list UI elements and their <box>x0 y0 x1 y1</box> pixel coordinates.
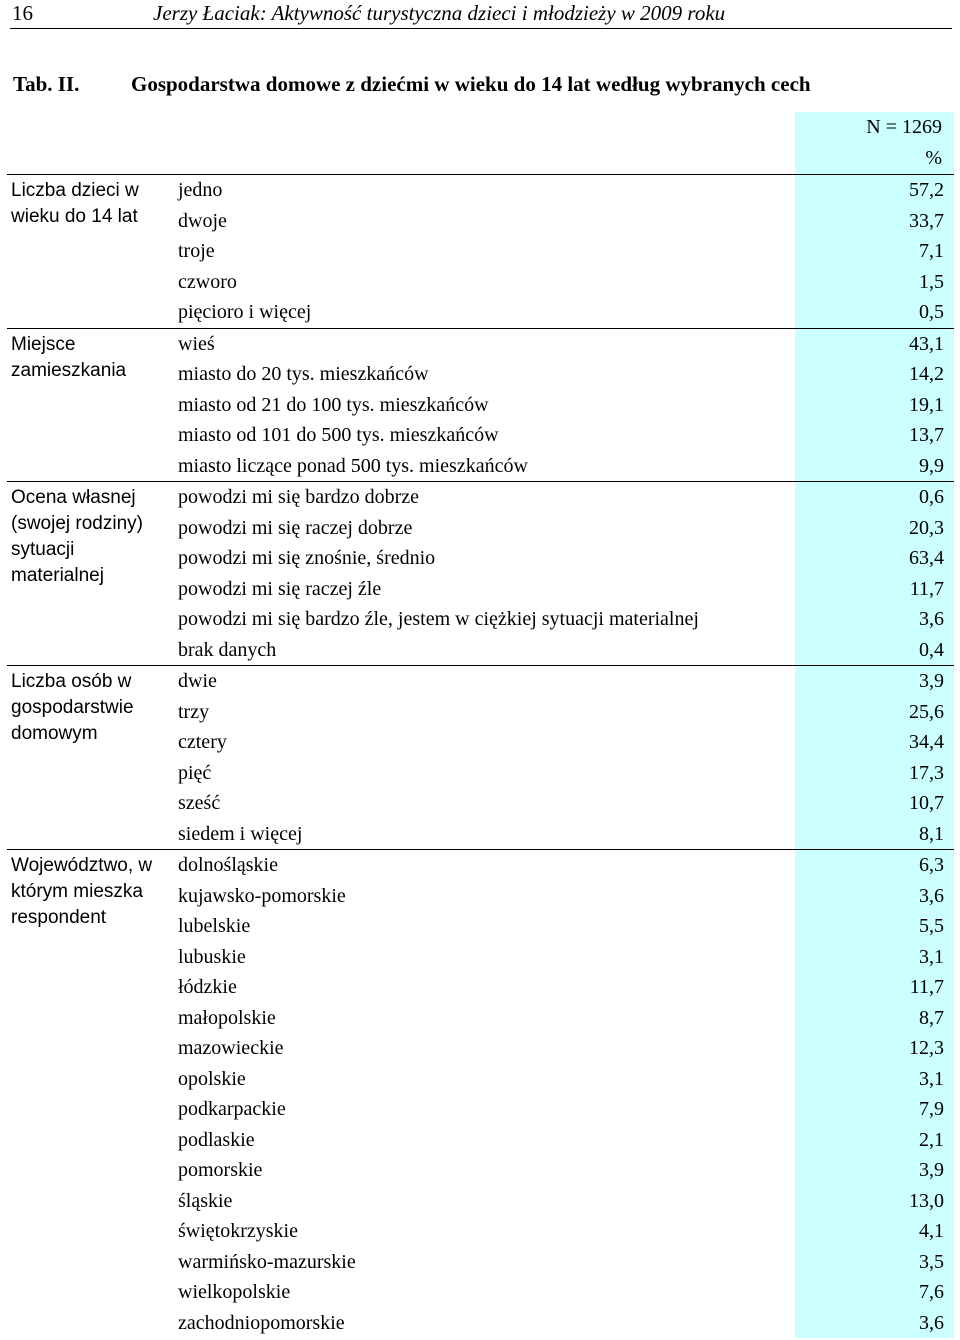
row-value: 11,7 <box>795 972 954 1003</box>
row-value: 13,7 <box>795 420 954 451</box>
row-label: miasto do 20 tys. mieszkańców <box>178 363 429 385</box>
category-label: Województwo, w którym mieszka respondent <box>7 850 173 1339</box>
row-value: 3,5 <box>795 1247 954 1278</box>
row-value: 3,9 <box>795 1155 954 1186</box>
row-value: 13,0 <box>795 1186 954 1217</box>
row-label: miasto od 21 do 100 tys. mieszkańców <box>178 393 489 416</box>
table-row <box>7 328 954 359</box>
row-value: 6,3 <box>795 850 954 881</box>
row-value: 8,7 <box>795 1003 954 1034</box>
row-label: powodzi mi się bardzo dobrze <box>173 482 795 513</box>
row-value: 19,1 <box>795 390 954 421</box>
row-value: 0,6 <box>795 482 954 513</box>
row-value: 3,6 <box>795 1308 954 1339</box>
row-value: 0,4 <box>795 635 954 666</box>
row-label: pięć <box>178 761 212 784</box>
row-label: zachodniopomorskie <box>178 1311 345 1334</box>
row-label: cztery <box>178 731 227 753</box>
row-value: 3,6 <box>795 881 954 912</box>
unit-header: % <box>795 143 954 175</box>
table-row <box>7 175 954 206</box>
row-label: świętokrzyskie <box>178 1220 298 1242</box>
category-label: Miejsce zamieszkania <box>7 328 173 482</box>
row-value: 14,2 <box>795 359 954 390</box>
category-label: Liczba osób w gospodarstwie domowym <box>7 666 173 850</box>
row-value: 1,5 <box>795 267 954 298</box>
row-value: 2,1 <box>795 1125 954 1156</box>
table-caption: Gospodarstwa domowe z dziećmi w wieku do 14 lat według wybranych cech <box>131 72 811 96</box>
row-label: powodzi mi się raczej źle <box>178 577 382 600</box>
row-label: śląskie <box>178 1189 233 1212</box>
category-label: Ocena własnej (swojej rodziny) sytuacji materialnej <box>7 482 173 666</box>
row-value: 8,1 <box>795 819 954 850</box>
row-value: 34,4 <box>795 727 954 758</box>
row-label: warmińsko-mazurskie <box>178 1250 356 1273</box>
unit-head-row <box>7 143 954 175</box>
sample-size-header: N = 1269 <box>795 112 954 143</box>
row-label: powodzi mi się raczej dobrze <box>178 516 413 539</box>
row-label: podkarpackie <box>178 1098 286 1120</box>
page-header <box>10 0 952 29</box>
row-label: lubuskie <box>178 945 246 968</box>
row-label: dwoje <box>178 209 227 232</box>
table-body <box>7 112 954 1338</box>
row-label: miasto od 101 do 500 tys. mieszkańców <box>178 424 499 446</box>
row-value: 7,1 <box>795 236 954 267</box>
row-value: 7,9 <box>795 1094 954 1125</box>
row-label: dolnośląskie <box>173 850 795 881</box>
row-value: 9,9 <box>795 451 954 482</box>
row-value: 7,6 <box>795 1277 954 1308</box>
row-value: 10,7 <box>795 788 954 819</box>
row-label: sześć <box>178 792 221 814</box>
row-value: 33,7 <box>795 206 954 237</box>
row-label: miasto liczące ponad 500 tys. mieszkańców <box>178 454 528 477</box>
row-value: 43,1 <box>795 328 954 359</box>
row-value: 5,5 <box>795 911 954 942</box>
row-label: dwie <box>173 666 795 697</box>
row-value: 11,7 <box>795 574 954 605</box>
row-label: lubelskie <box>178 915 251 937</box>
row-label: trzy <box>178 700 210 723</box>
row-label: łódzkie <box>178 976 237 998</box>
row-value: 20,3 <box>795 513 954 544</box>
row-label: siedem i więcej <box>178 822 303 845</box>
row-value: 12,3 <box>795 1033 954 1064</box>
data-table <box>7 112 954 1338</box>
row-label: pomorskie <box>178 1159 263 1181</box>
row-label: troje <box>178 240 215 262</box>
row-value: 57,2 <box>795 175 954 206</box>
row-value: 25,6 <box>795 697 954 728</box>
row-value: 3,6 <box>795 604 954 635</box>
row-value: 3,1 <box>795 1064 954 1095</box>
page-number: 16 <box>12 1 33 25</box>
row-label: powodzi mi się znośnie, średnio <box>178 547 436 569</box>
row-label: podlaskie <box>178 1128 255 1151</box>
row-value: 3,1 <box>795 942 954 973</box>
row-label: powodzi mi się bardzo źle, jestem w ciężkiej sytuacji materialnej <box>178 608 699 630</box>
row-value: 63,4 <box>795 543 954 574</box>
row-label: mazowieckie <box>178 1037 284 1059</box>
table-row <box>7 666 954 697</box>
row-label: wielkopolskie <box>178 1281 291 1303</box>
row-label: jedno <box>173 175 795 206</box>
row-label: opolskie <box>178 1067 246 1090</box>
column-head-row <box>7 112 954 143</box>
row-label: czworo <box>178 270 237 293</box>
table-row <box>7 850 954 881</box>
table-row <box>7 482 954 513</box>
row-value: 17,3 <box>795 758 954 789</box>
category-label: Liczba dzieci w wieku do 14 lat <box>7 175 173 329</box>
row-label: wieś <box>173 328 795 359</box>
row-label: małopolskie <box>178 1006 276 1029</box>
running-title: Jerzy Łaciak: Aktywność turystyczna dzieci i młodzieży w 2009 roku <box>153 1 726 25</box>
row-label: brak danych <box>178 638 277 661</box>
row-value: 0,5 <box>795 297 954 328</box>
row-value: 3,9 <box>795 666 954 697</box>
row-value: 4,1 <box>795 1216 954 1247</box>
row-label: pięcioro i więcej <box>178 301 312 323</box>
row-label: kujawsko-pomorskie <box>178 884 346 907</box>
data-table-wrapper <box>7 112 954 1338</box>
table-label: Tab. II. <box>13 72 80 96</box>
